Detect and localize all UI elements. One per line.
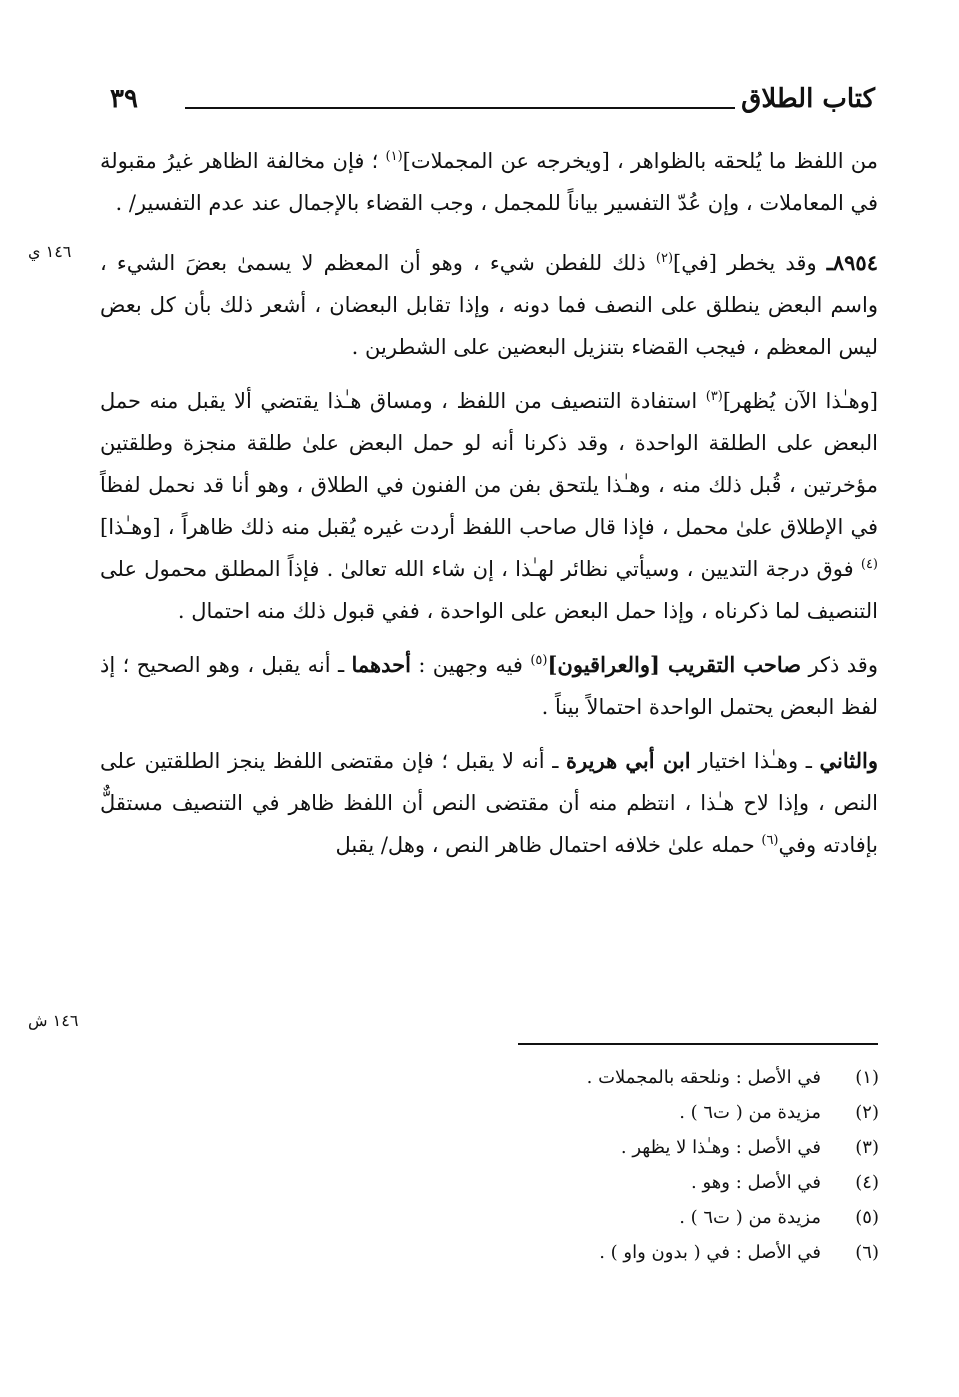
- header-rule: [185, 107, 735, 109]
- footnote-text: في الأصل : وهو .: [691, 1172, 821, 1193]
- footnote-rule: [518, 1043, 878, 1045]
- footnote-number: (٣): [855, 1137, 879, 1158]
- footnote-number: (٦): [855, 1242, 879, 1263]
- margin-note-folio: ١٤٦ ي: [28, 242, 72, 261]
- section-number: ٨٩٥٤ـ: [826, 250, 878, 275]
- footnote-text: في الأصل : في ( بدون واو ) .: [599, 1242, 821, 1263]
- margin-note-folio: ١٤٦ ش: [28, 1011, 79, 1030]
- main-text: [100, 140, 878, 878]
- footnote: [119, 1130, 879, 1165]
- paragraph-text: وقد ذكر: [801, 653, 878, 677]
- footnote-ref: (٢): [655, 251, 674, 266]
- paragraph-text: ـ أنه يقبل ، وهو الصحيح ؛ إذ لفظ البعض يحتمل الواحدة احتمالاً بيناً .: [100, 653, 878, 719]
- paragraph-text: [وهـٰذا الآن يُظهر]: [722, 389, 878, 413]
- paragraph-text: ذلك للفطن شيء ، وهو أن المعظم لا يسمىٰ بعضَ الشيء ، واسم البعض ينطلق على النصف فما دونه ، وإذا تقابل البعضان ، أشعر ذلك بأن كل بعض ليس المعظم ، فيجب القضاء بتنزيل البعضين على الشطرين .: [100, 251, 878, 359]
- footnote-number: (٥): [855, 1207, 879, 1228]
- paragraph-text: استفادة التنصيف من اللفظ ، ومساق هـٰذا يقتضي ألا يقبل منه حمل البعض على الطلقة الواحدة ، وقد ذكرنا أنه لو حمل البعض علىٰ طلقة منجزة وطلقتين مؤخرتين ، قُبل ذلك منه ، وهـٰذا يلتحق بفن من الفنون في الطلاق ، وهو أنا قد نحمل لفظاً في الإطلاق علىٰ محمل ، فإذا قال صاحب اللفظ أردت غيره يُقبل منه ذلك ظاهراً ، [وهـٰذا]: [100, 389, 878, 539]
- paragraph-text: من اللفظ ما يُلحقه بالظواهر ، [ويخرجه عن المجملات]: [402, 149, 878, 173]
- footnote-text: مزيدة من ( ت٦ ) .: [679, 1102, 821, 1123]
- paragraph: [100, 242, 878, 368]
- footnote-ref: (٦): [761, 833, 779, 848]
- footnotes: [119, 1060, 879, 1270]
- paragraph-text: وقد يخطر [في]: [673, 251, 827, 275]
- bold-term: والثاني: [819, 748, 878, 773]
- paragraph-text: حمله علىٰ خلافه احتمال ظاهر النص ، وهل/ يقبل: [335, 833, 762, 857]
- paragraph-text: ؛ فإن مخالفة الظاهر غيرُ مقبولة في المعاملات ، وإن عُدّ التفسير بياناً للمجمل ، وجب القضاء بالإجمال عند عدم التفسير/ .: [100, 149, 878, 215]
- paragraph: [100, 380, 878, 632]
- paragraph: [100, 644, 878, 728]
- running-header: [110, 84, 875, 124]
- footnote: [119, 1235, 879, 1270]
- footnote-text: في الأصل : وهـٰذا لا يظهر .: [620, 1137, 821, 1158]
- bold-term: صاحب التقريب [والعراقيون]: [547, 652, 802, 677]
- bold-term: ابن أبي هريرة: [566, 748, 691, 773]
- page-number: ٣٩: [110, 84, 138, 114]
- footnote-text: مزيدة من ( ت٦ ) .: [679, 1207, 821, 1228]
- chapter-title: كتاب الطلاق: [741, 84, 875, 114]
- paragraph: [100, 740, 878, 866]
- footnote-ref: (٥): [530, 653, 548, 668]
- paragraph-text: ـ أنه لا يقبل ؛ فإن مقتضى اللفظ ينجز الطلقتين على النص ، وإذا لاح هـٰذا ، انتظم منه أن مقتضى النص أن اللفظ ظاهر في التنصيف مستقلٌّ بإفادته وفي: [100, 749, 878, 857]
- bold-term: أحدهما: [351, 652, 411, 677]
- paragraph-text: فيه وجهين :: [410, 653, 531, 677]
- footnote-number: (٢): [855, 1102, 879, 1123]
- paragraph-text: فوق درجة التديين ، وسيأتي نظائر لهـٰذا ، إن شاء الله تعالىٰ . فإذاً المطلق محمول على التنصيف لما ذكرناه ، وإذا حمل البعض على الواحدة ، ففي قبول ذلك منه احتمال .: [100, 557, 878, 623]
- paragraph-text: ـ وهـٰذا اختيار: [690, 749, 820, 773]
- footnote: [119, 1060, 879, 1095]
- footnote-number: (١): [855, 1067, 879, 1088]
- footnote-number: (٤): [855, 1172, 879, 1193]
- footnote: [119, 1200, 879, 1235]
- paragraph: [100, 140, 878, 224]
- footnote-ref: (٣): [705, 389, 723, 404]
- footnote-text: في الأصل : ونلحقه بالمجملات .: [586, 1067, 821, 1088]
- footnote: [119, 1095, 879, 1130]
- footnote-ref: (٤): [860, 557, 878, 572]
- footnote: [119, 1165, 879, 1200]
- footnote-ref: (١): [385, 149, 403, 164]
